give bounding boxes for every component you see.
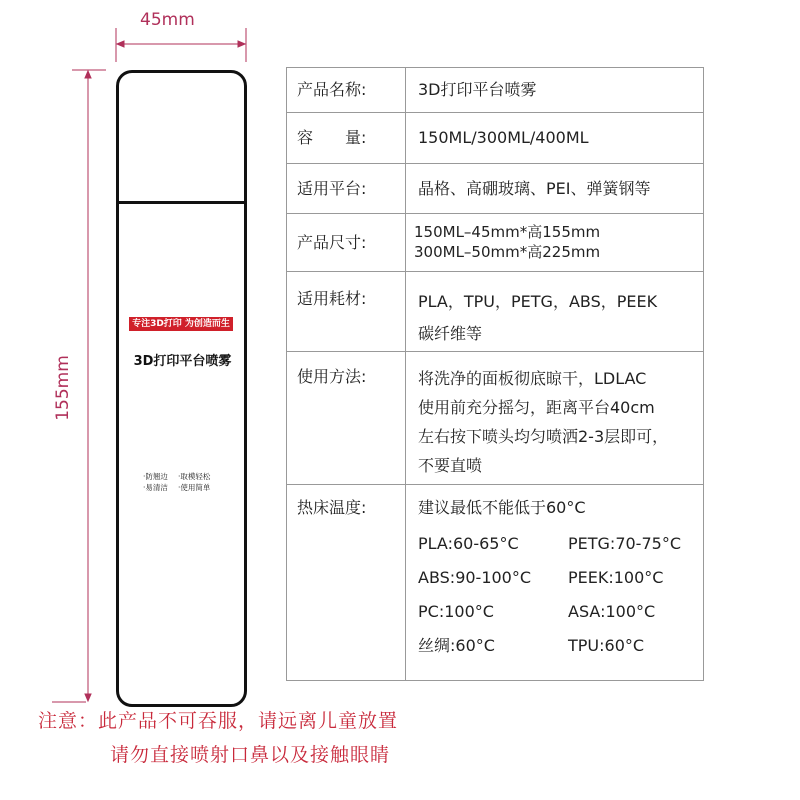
spec-row-name (287, 68, 704, 113)
spec-table (286, 67, 704, 681)
spec-value: 晶格、高硼玻璃、PEI、弹簧钢等 (406, 164, 704, 214)
spec-value-line: 使用前充分摇匀，距离平台40cm (418, 398, 655, 417)
height-label: 155mm (52, 355, 73, 421)
bottle-feature: ·防翘边 (143, 472, 168, 481)
bed-temp-item: PETG:70-75°C (568, 534, 681, 553)
spec-label: 产品尺寸: (287, 214, 406, 272)
bed-temp-item: TPU:60°C (568, 636, 645, 655)
spec-label: 热床温度: (287, 485, 406, 681)
spec-label: 使用方法: (287, 352, 406, 485)
bed-temp-intro: 建议最低不能低于60°C (418, 498, 586, 517)
bed-temp-item: ABS:90-100°C (418, 568, 532, 587)
spec-label: 适用耗材: (287, 272, 406, 352)
spec-value-line: PLA，TPU，PETG，ABS，PEEK (418, 292, 658, 311)
bed-temp-item: PEEK:100°C (568, 568, 664, 587)
bottle-outline (116, 70, 247, 707)
bed-temp-item: PC:100°C (418, 602, 494, 621)
spec-row-size (287, 214, 704, 272)
bed-temp-item: PLA:60-65°C (418, 534, 519, 553)
spec-row-materials (287, 272, 704, 352)
bed-temp-item: 丝绸:60°C (418, 636, 495, 655)
warning-line-2: 请勿直接喷射口鼻以及接触眼睛 (110, 744, 391, 766)
spec-value-line: 不要直喷 (418, 456, 483, 475)
width-label: 45mm (140, 10, 195, 30)
spec-value-line: 碳纤维等 (418, 324, 483, 343)
warning-line-1: 注意：此产品不可吞服，请远离儿童放置 (38, 710, 399, 732)
spec-value-line: 150ML–45mm*高155mm (414, 223, 601, 241)
spec-value: 150ML/300ML/400ML (406, 113, 704, 164)
bottle-badge: 专注3D打印 为创造而生 (129, 317, 233, 331)
bottle-feature: ·使用简单 (178, 483, 211, 492)
spec-row-capacity (287, 113, 704, 164)
bed-temp-item: ASA:100°C (568, 602, 656, 621)
spec-row-usage (287, 352, 704, 485)
bottle-cap-line (119, 201, 244, 204)
bottle-feature: ·取模轻松 (178, 472, 211, 481)
spec-value-line: 将洗净的面板彻底晾干，LDLAC (418, 369, 647, 388)
spec-row-platform (287, 164, 704, 214)
spec-label: 适用平台: (287, 164, 406, 214)
bottle-title: 3D打印平台喷雾 (133, 354, 232, 369)
spec-row-bed-temp (287, 485, 704, 681)
spec-value-line: 300ML–50mm*高225mm (414, 243, 601, 261)
bottle-feature: ·易清洁 (143, 483, 168, 492)
spec-value-line: 左右按下喷头均匀喷洒2-3层即可， (418, 427, 669, 446)
spec-label: 容 量: (287, 113, 406, 164)
spec-label: 产品名称: (287, 68, 406, 113)
spec-value: 3D打印平台喷雾 (406, 68, 704, 113)
